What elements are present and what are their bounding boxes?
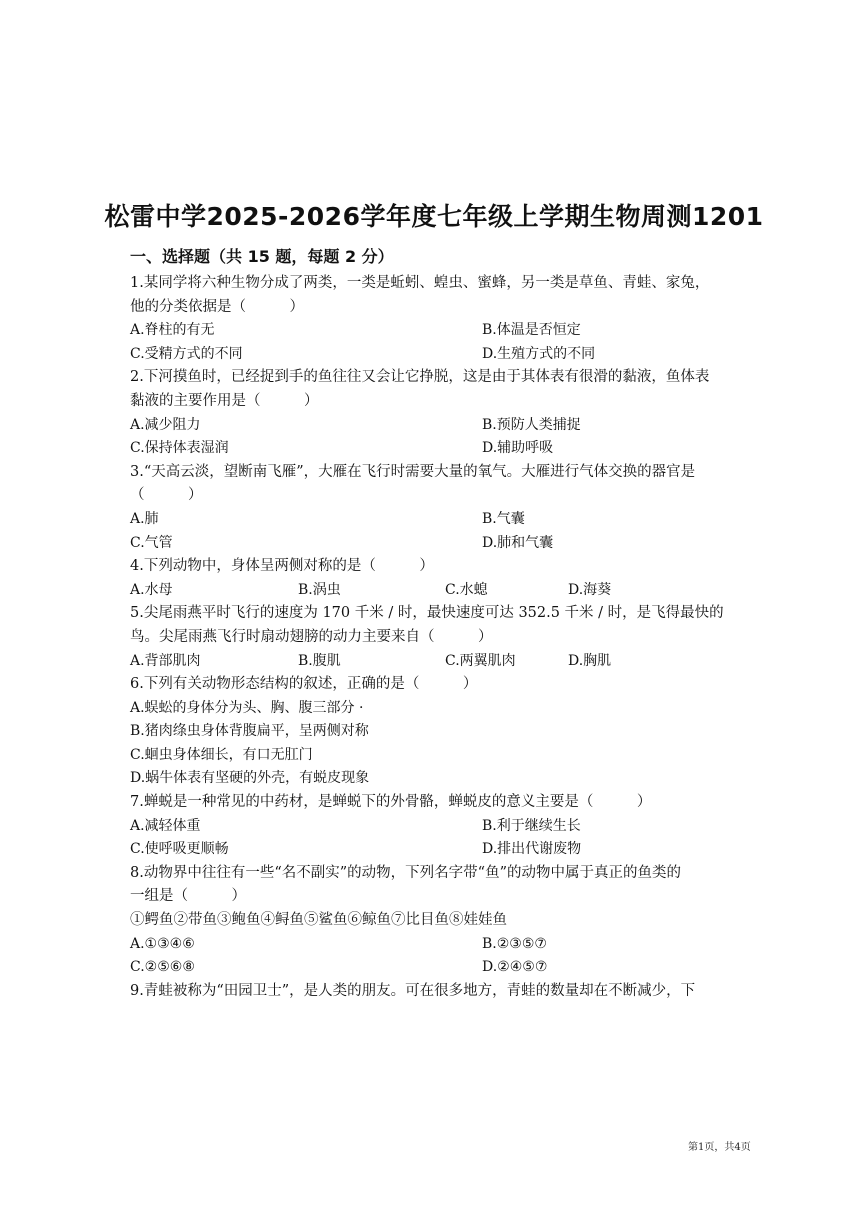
answer-option: D.肺和气囊 <box>482 534 554 551</box>
answer-option: D.生殖方式的不同 <box>482 345 596 362</box>
question-text-line: 9.青蛙被称为“田园卫士”，是人类的朋友。可在很多地方，青蛙的数量却在不断减少，下 <box>130 982 696 999</box>
section-heading: 一、选择题（共 15 题，每题 2 分） <box>130 247 394 266</box>
question-text-line: 黏液的主要作用是（ ） <box>130 392 319 409</box>
option-row <box>130 650 750 674</box>
answer-option: A.减少阻力 <box>130 416 201 433</box>
option-row <box>130 437 750 461</box>
question-text-line: 2.下河摸鱼时，已经捉到手的鱼往往又会让它挣脱，这是由于其体表有很滑的黏液，鱼体表 <box>130 369 710 386</box>
option-row <box>130 414 750 438</box>
answer-option: B.涡虫 <box>298 581 341 598</box>
document-title: 松雷中学2025-2026学年度七年级上学期生物周测1201 <box>104 202 764 231</box>
question-text-line: 鸟。尖尾雨燕飞行时扇动翅膀的动力主要来自（ ） <box>130 628 493 645</box>
answer-option: D.蜗牛体表有坚硬的外壳，有蜕皮现象 <box>130 770 370 787</box>
answer-option: B.预防人类捕捉 <box>482 416 581 433</box>
answer-option: A.蜈蚣的身体分为头、胸、腹三部分 · <box>130 699 364 716</box>
option-row <box>130 956 750 980</box>
answer-option: B.气囊 <box>482 510 525 527</box>
answer-option: A.肺 <box>130 510 159 527</box>
answer-option: A.脊柱的有无 <box>130 322 215 339</box>
question-list <box>130 244 750 1003</box>
question-text-line: 1.某同学将六种生物分成了两类，一类是蚯蚓、蝗虫、蜜蜂，另一类是草鱼、青蛙、家兔， <box>130 275 710 291</box>
question-text-line: ①鳄鱼②带鱼③鲍鱼④鲟鱼⑤鲨鱼⑥鲸鱼⑦比目鱼⑧娃娃鱼 <box>130 912 507 929</box>
answer-option: C.②⑤⑥⑧ <box>130 959 195 976</box>
question-9 <box>130 980 750 1004</box>
answer-option: B.体温是否恒定 <box>482 322 581 339</box>
question-6 <box>130 673 750 791</box>
answer-option: B.猪肉绦虫身体背腹扁平，呈两侧对称 <box>130 723 369 740</box>
page-number: 第1页，共4页 <box>688 1142 751 1153</box>
answer-option: C.气管 <box>130 534 173 551</box>
question-text-line: 他的分类依据是（ ） <box>130 298 304 315</box>
option-row <box>130 532 750 556</box>
answer-option: D.胸肌 <box>568 652 612 669</box>
answer-option: D.②④⑤⑦ <box>482 959 548 976</box>
question-8 <box>130 862 750 980</box>
question-text-line: 7.蝉蜕是一种常见的中药材，是蝉蜕下的外骨骼，蝉蜕皮的意义主要是（ ） <box>130 794 652 811</box>
question-3 <box>130 461 750 555</box>
answer-option: B.②③⑤⑦ <box>482 935 547 952</box>
answer-option: C.受精方式的不同 <box>130 345 243 362</box>
question-text-line: 4.下列动物中，身体呈两侧对称的是（ ） <box>130 558 434 575</box>
option-row <box>130 838 750 862</box>
answer-option: C.保持体表湿润 <box>130 440 229 457</box>
answer-option: B.利于继续生长 <box>482 817 581 834</box>
answer-option: A.减轻体重 <box>130 817 201 834</box>
option-row <box>130 319 750 343</box>
answer-option: C.蛔虫身体细长，有口无肛门 <box>130 746 313 763</box>
answer-option: D.辅助呼吸 <box>482 440 554 457</box>
question-text-line: 8.动物界中往往有一些“名不副实”的动物，下列名字带“鱼”的动物中属于真正的鱼类的 <box>130 864 681 881</box>
answer-option: C.两翼肌肉 <box>445 652 516 669</box>
question-4 <box>130 555 750 602</box>
question-text-line: 6.下列有关动物形态结构的叙述，正确的是（ ） <box>130 676 478 693</box>
answer-option: B.腹肌 <box>298 652 341 669</box>
question-5 <box>130 602 750 673</box>
option-row <box>130 343 750 367</box>
answer-option: C.水螅 <box>445 581 488 598</box>
question-text-line: 3.“天高云淡，望断南飞雁”，大雁在飞行时需要大量的氧气。大雁进行气体交换的器官是 <box>130 463 696 480</box>
question-text-line: 一组是（ ） <box>130 888 246 905</box>
answer-option: A.背部肌肉 <box>130 652 201 669</box>
option-row <box>130 579 750 603</box>
question-text-line: 5.尖尾雨燕平时飞行的速度为 170 千米 / 时，最快速度可达 352.5 千米 / 时，是飞得最快的 <box>130 605 724 622</box>
answer-option: A.水母 <box>130 581 173 598</box>
answer-option: C.使呼吸更顺畅 <box>130 841 229 858</box>
question-2 <box>130 366 750 460</box>
question-text-line: （ ） <box>130 487 203 504</box>
question-1 <box>130 272 750 366</box>
answer-option: D.排出代谢废物 <box>482 841 582 858</box>
answer-option: D.海葵 <box>568 581 612 598</box>
option-row <box>130 815 750 839</box>
question-7 <box>130 791 750 862</box>
option-row <box>130 933 750 957</box>
option-row <box>130 508 750 532</box>
answer-option: A.①③④⑥ <box>130 935 195 952</box>
